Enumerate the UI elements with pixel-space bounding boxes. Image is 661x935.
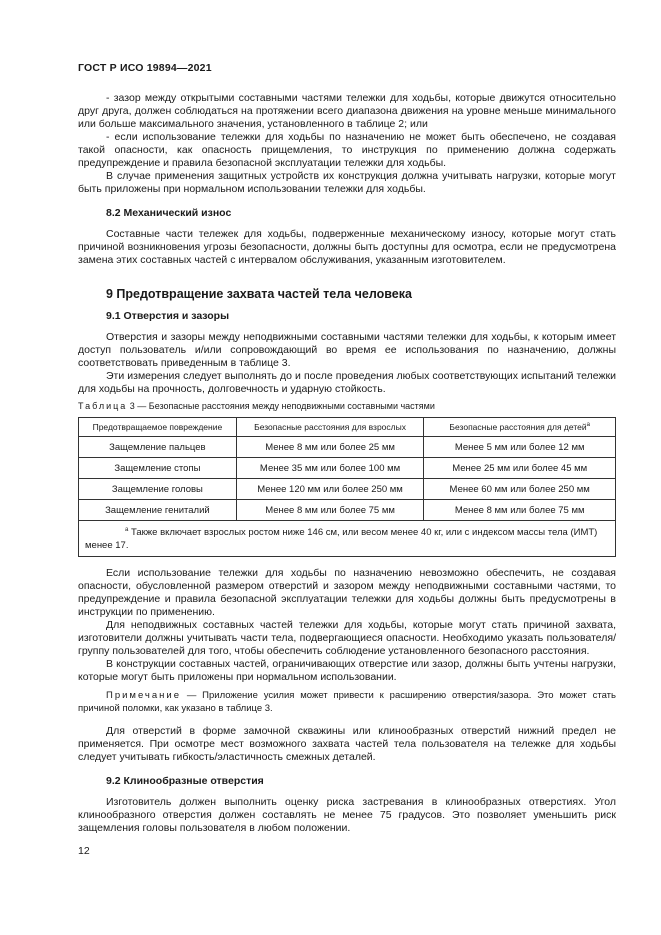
table-caption bbox=[78, 400, 616, 412]
paragraph-wedge-openings: Изготовитель должен выполнить оценку риска застревания в клинообразных отверстиях. Угол клинообразного отверстия должен составлять не менее 75 градусов. Это позволяет уменьшить риск защемления головы пользователя в любом положении. bbox=[78, 796, 616, 835]
paragraph-gap-clearance: - зазор между открытыми составными частями тележки для ходьбы, которые движутся относительно друг друга, должен соблюдаться на протяжении всего диапазона движения на уровне меньше минимального или больше максимального значения, установленного в таблице 2; или bbox=[78, 92, 616, 130]
table-cell: Защемление пальцев bbox=[79, 437, 237, 458]
paragraph-protective-devices: В случае применения защитных устройств их конструкция должна учитывать нагрузки, которые могут быть приложены при нормальном использовании тележки для ходьбы. bbox=[78, 170, 616, 195]
table-cell: Менее 5 мм или более 12 мм bbox=[424, 437, 616, 458]
paragraph-pinch-warning: - если использование тележки для ходьбы по назначению не может быть обеспечено, не создавая такой опасности, как опасность прищемления, то инструкция по применению должна содержать предупреждение и правила безопасной эксплуатации тележки для ходьбы. bbox=[78, 131, 616, 169]
table-cell: Защемление стопы bbox=[79, 458, 237, 479]
table-cell: Менее 25 мм или более 45 мм bbox=[424, 458, 616, 479]
table-row bbox=[79, 500, 616, 521]
header-children-label: Безопасные расстояния для детей bbox=[449, 422, 587, 432]
table-cell: Менее 8 мм или более 75 мм bbox=[424, 500, 616, 521]
table-footnote bbox=[79, 521, 616, 557]
table-row bbox=[79, 458, 616, 479]
heading-9-1: 9.1 Отверстия и зазоры bbox=[106, 310, 230, 322]
table-cell: Менее 120 мм или более 250 мм bbox=[236, 479, 424, 500]
table-cell: Менее 60 мм или более 250 мм bbox=[424, 479, 616, 500]
header-children bbox=[424, 418, 616, 437]
paragraph-mechanical-wear: Составные части тележек для ходьбы, подверженные механическому износу, которые могут стать причиной возникновения угрозы безопасности, должны быть доступны для осмотра, если не предусмотрена замена этих составных частей с интервалом обслуживания, указанным изготовителем. bbox=[78, 228, 616, 266]
standard-header: ГОСТ Р ИСО 19894—2021 bbox=[78, 62, 212, 74]
header-adults: Безопасные расстояния для взрослых bbox=[236, 418, 424, 437]
paragraph-openings: Отверстия и зазоры между неподвижными составными частями тележки для ходьбы, к которым имеет доступ пользователь и/или сопровождающий во время ее использования по назначению, должны соответствовать приведенным в таблице 3. bbox=[78, 331, 616, 369]
note-text: — Приложение усилия может привести к расширению отверстия/зазора. Это может стать причиной поломки, как указано в таблице 3. bbox=[78, 690, 616, 714]
table-row bbox=[79, 479, 616, 500]
page-content bbox=[78, 92, 616, 835]
table-cell: Защемление гениталий bbox=[79, 500, 237, 521]
page-number: 12 bbox=[78, 845, 90, 857]
paragraph-measurements: Эти измерения следует выполнять до и после проведения любых соответствующих испытаний тележки для ходьбы на прочность, долговечность и ударную стойкость. bbox=[78, 370, 616, 395]
table-caption-label: Таблица bbox=[78, 401, 128, 411]
header-injury: Предотвращаемое повреждение bbox=[79, 418, 237, 437]
paragraph-keyhole: Для отверстий в форме замочной скважины или клинообразных отверстий нижний предел не применяется. При осмотре мест возможного захвата частей тела пользователя на тележке для ходьбы следует учитывать гибкость/эластичность смежных деталей. bbox=[78, 725, 616, 764]
paragraph-design-loads: В конструкции составных частей, ограничивающих отверстие или зазор, должны быть учтены нагрузки, которые могут быть приложены при нормальном использовании. bbox=[78, 658, 616, 684]
heading-9-2: 9.2 Клинообразные отверстия bbox=[106, 775, 264, 788]
table-header-row bbox=[79, 418, 616, 437]
table-cell: Менее 8 мм или более 75 мм bbox=[236, 500, 424, 521]
table-footnote-row bbox=[79, 521, 616, 557]
table-caption-text: 3 — Безопасные расстояния между неподвижными составными частями bbox=[127, 401, 435, 411]
paragraph-if-not-possible: Если использование тележки для ходьбы по назначению невозможно обеспечить, не создавая опасности, обусловленной размером отверстий и зазором между неподвижными составными частями, то предупреждение и правила безопасной эксплуатации тележки для ходьбы должны быть предусмотрены в инструкции по применению. bbox=[78, 567, 616, 619]
paragraph-fixed-parts: Для неподвижных составных частей тележки для ходьбы, которые могут стать причиной захвата, изготовители должны учитывать части тела, подвергающиеся опасности. Необходимо указать пользователя/группу пользователей для того, чтобы обеспечить соблюдение установленного безопасного расстояния. bbox=[78, 619, 616, 658]
table-cell: Менее 8 мм или более 25 мм bbox=[236, 437, 424, 458]
footnote-mark: а bbox=[125, 527, 129, 533]
header-children-sup: а bbox=[586, 422, 590, 429]
heading-9: 9 Предотвращение захвата частей тела человека bbox=[106, 287, 412, 301]
heading-8-2: 8.2 Механический износ bbox=[106, 207, 232, 219]
footnote-text: Также включает взрослых ростом ниже 146 см, или весом менее 40 кг, или с индексом массы тела (ИМТ) менее 17. bbox=[85, 527, 598, 552]
table-cell: Защемление головы bbox=[79, 479, 237, 500]
safe-distances-table bbox=[78, 417, 616, 557]
table-cell: Менее 35 мм или более 100 мм bbox=[236, 458, 424, 479]
note-label: Примечание bbox=[106, 690, 181, 702]
table-row bbox=[79, 437, 616, 458]
note bbox=[78, 690, 616, 715]
